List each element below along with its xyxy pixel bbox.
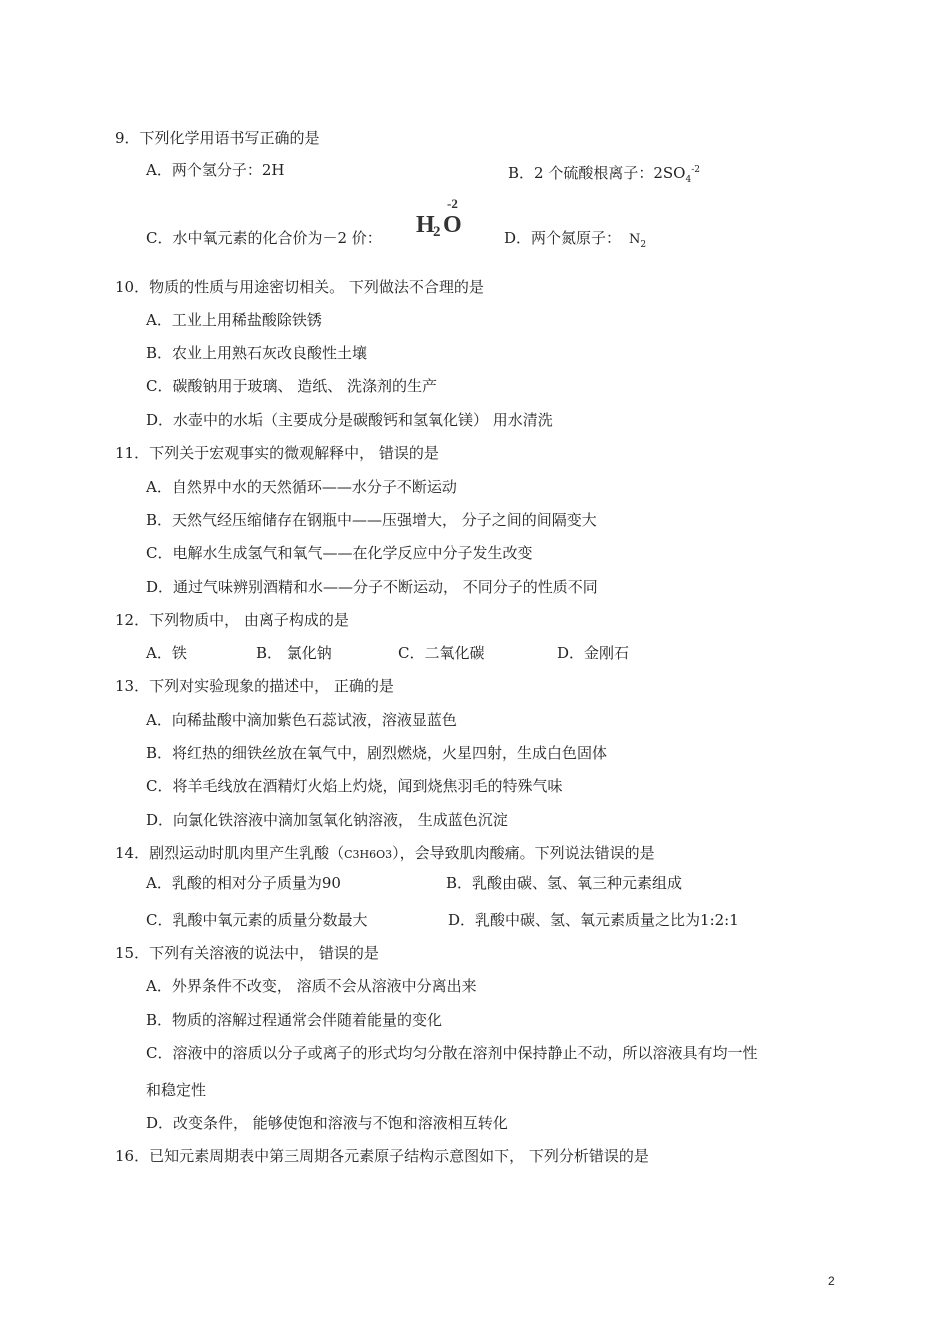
q11-option-d: D．通过气味辨别酒精和水——分子不断运动， 不同分子的性质不同 (146, 578, 598, 596)
q14-stem (115, 843, 655, 865)
q9-option-c: C．水中氧元素的化合价为－2 价： (146, 229, 382, 247)
q14-option-d: D．乳酸中碳、氢、氧元素质量之比为1:2:1 (448, 911, 739, 929)
q11-option-a: A．自然界中水的天然循环——水分子不断运动 (146, 478, 457, 496)
q9-option-b (508, 160, 700, 190)
q11-option-b: B．天然气经压缩储存在钢瓶中——压强增大， 分子之间的间隔变大 (146, 511, 597, 529)
q9-option-a: A．两个氢分子：2H (146, 161, 285, 179)
q12-option-c: C．二氧化碳 (398, 644, 485, 662)
formula-o: O (443, 212, 462, 238)
q13-option-c: C．将羊毛线放在酒精灯火焰上灼烧，闻到烧焦羽毛的特殊气味 (146, 777, 563, 795)
q11-option-c: C．电解水生成氢气和氧气——在化学反应中分子发生改变 (146, 544, 533, 562)
page-number: 2 (828, 1274, 835, 1288)
q12-option-d: D．金刚石 (557, 644, 630, 662)
water-valence-formula (416, 196, 476, 240)
q12-stem: 12．下列物质中， 由离子构成的是 (115, 611, 349, 629)
q10-option-c: C．碳酸钠用于玻璃、 造纸、 洗涤剂的生产 (146, 377, 438, 395)
q15-option-c-line1: C．溶液中的溶质以分子或离子的形式均匀分散在溶剂中保持静止不动，所以溶液具有均一性 (146, 1044, 758, 1062)
q10-stem: 10．物质的性质与用途密切相关。 下列做法不合理的是 (115, 278, 484, 296)
formula-subscript: 2 (433, 224, 441, 240)
q10-option-d: D．水壶中的水垢（主要成分是碳酸钙和氢氧化镁） 用水清洗 (146, 411, 553, 429)
formula-h: H (416, 212, 435, 238)
q13-option-b: B．将红热的细铁丝放在氧气中，剧烈燃烧，火星四射，生成白色固体 (146, 744, 608, 762)
q15-option-c-line2: 和稳定性 (146, 1081, 207, 1099)
q9-option-d (504, 228, 646, 255)
q9-option-b-subscript: 4 (685, 175, 692, 185)
q14-option-c: C．乳酸中氧元素的质量分数最大 (146, 911, 368, 929)
q9-stem: 9．下列化学用语书写正确的是 (115, 129, 320, 147)
q12-option-b: B． 氯化钠 (256, 644, 332, 662)
q14-formula: C3H6O3 (344, 848, 393, 861)
q13-stem: 13．下列对实验现象的描述中， 正确的是 (115, 677, 394, 695)
q13-option-d: D．向氯化铁溶液中滴加氢氧化钠溶液， 生成蓝色沉淀 (146, 811, 508, 829)
q14-stem-prefix: 14．剧烈运动时肌肉里产生乳酸（ (115, 844, 345, 862)
q11-stem: 11．下列关于宏观事实的微观解释中， 错误的是 (115, 444, 439, 462)
formula-valence: -2 (447, 196, 458, 211)
q9-option-d-subscript: 2 (640, 240, 647, 250)
q15-option-a: A．外界条件不改变， 溶质不会从溶液中分离出来 (146, 977, 477, 995)
q12-option-a: A．铁 (146, 644, 187, 662)
q9-option-d-formula: N (629, 232, 641, 247)
q14-option-b: B．乳酸由碳、氢、氧三种元素组成 (446, 874, 683, 892)
q9-option-b-text: B．2 个硫酸根离子：2SO (508, 164, 686, 182)
q9-option-b-superscript: -2 (691, 165, 700, 175)
q15-option-b: B．物质的溶解过程通常会伴随着能量的变化 (146, 1011, 443, 1029)
q16-stem: 16．已知元素周期表中第三周期各元素原子结构示意图如下， 下列分析错误的是 (115, 1147, 649, 1165)
q14-option-a: A．乳酸的相对分子质量为90 (146, 874, 341, 892)
q14-stem-suffix: ），会导致肌肉酸痛。下列说法错误的是 (392, 844, 655, 862)
q15-option-d: D．改变条件， 能够使饱和溶液与不饱和溶液相互转化 (146, 1114, 508, 1132)
q10-option-a: A．工业上用稀盐酸除铁锈 (146, 311, 322, 329)
q13-option-a: A．向稀盐酸中滴加紫色石蕊试液，溶液显蓝色 (146, 711, 457, 729)
q10-option-b: B．农业上用熟石灰改良酸性土壤 (146, 344, 368, 362)
q9-option-d-text: D．两个氮原子： (504, 229, 622, 247)
q15-stem: 15．下列有关溶液的说法中， 错误的是 (115, 944, 379, 962)
